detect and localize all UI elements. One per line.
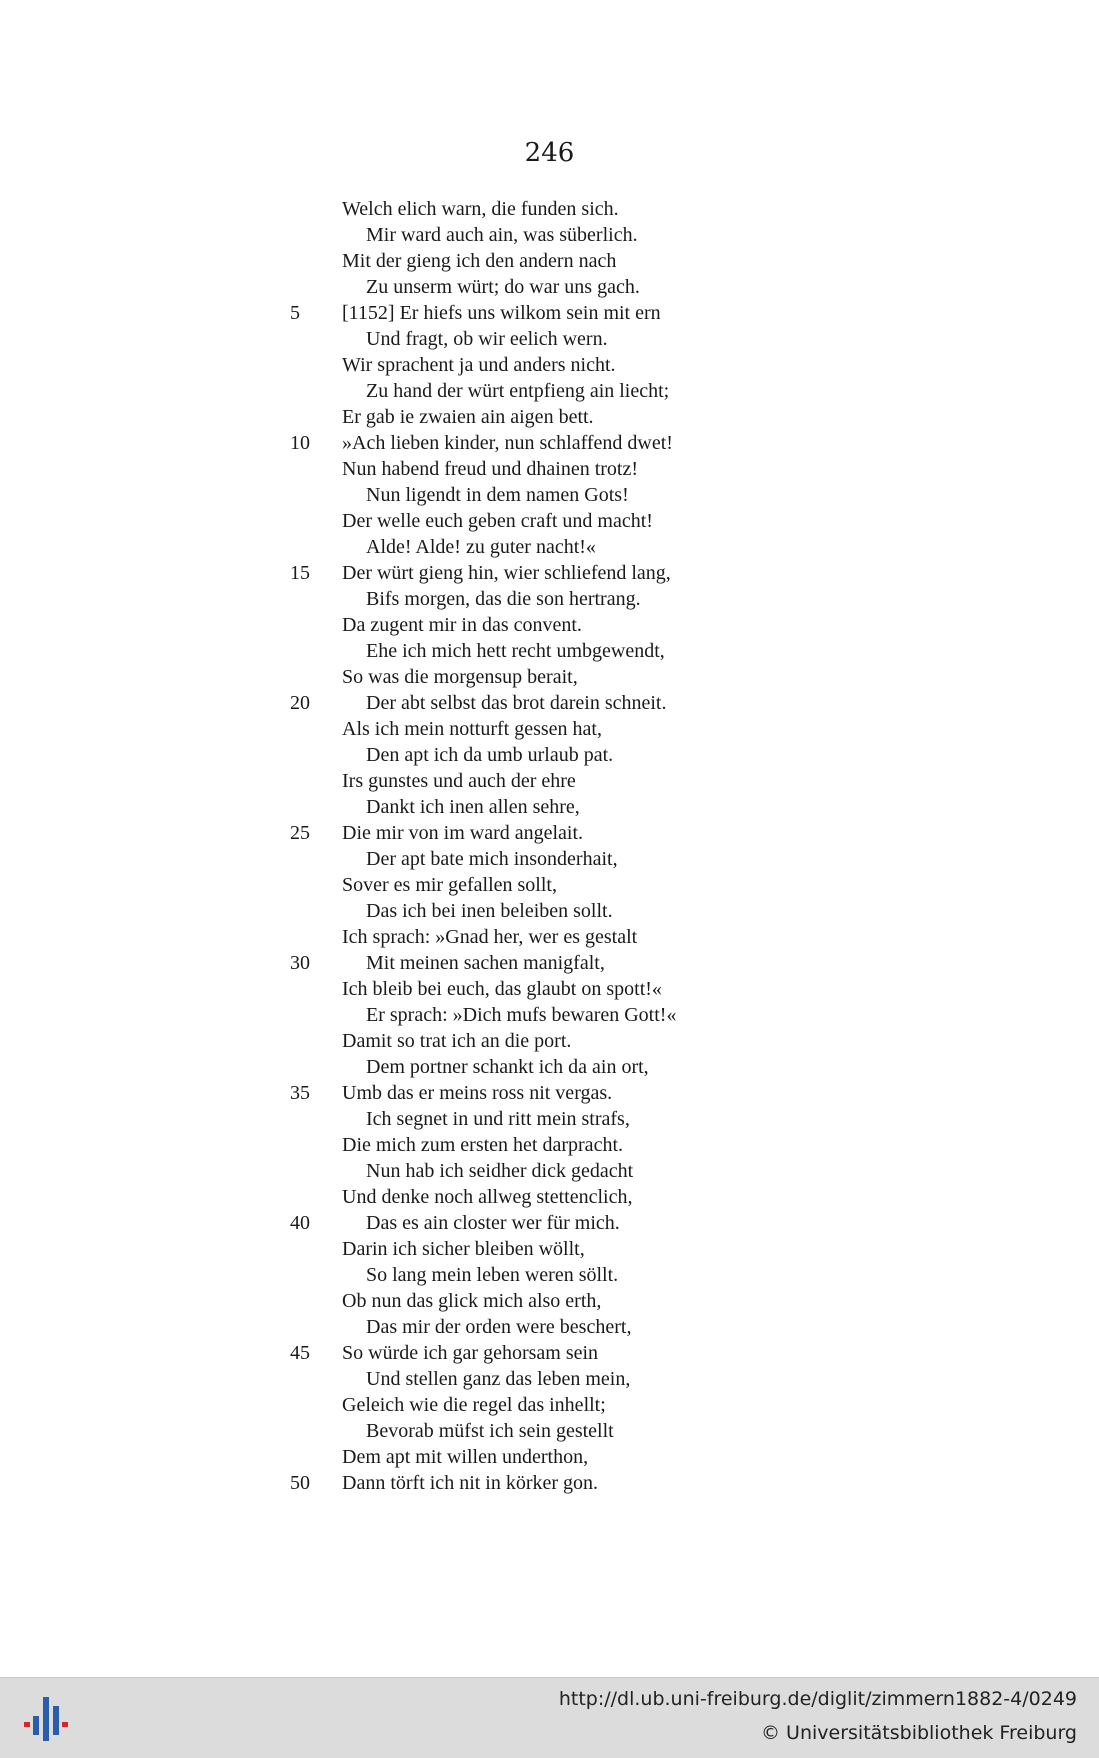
line-number: 10	[290, 432, 310, 454]
verse-text: Zu unserm würt; do war uns gach.	[366, 276, 640, 298]
verse-line	[300, 1314, 860, 1340]
verse-text: Und fragt, ob wir eelich wern.	[366, 328, 608, 350]
poem-text	[290, 196, 860, 1496]
verse-line	[300, 1288, 860, 1314]
verse-text: So würde ich gar gehorsam sein	[342, 1342, 599, 1364]
verse-text: Das es ain closter wer für mich.	[366, 1212, 620, 1234]
verse-line	[300, 1054, 860, 1080]
verse-line	[300, 404, 860, 430]
verse-line	[300, 248, 860, 274]
verse-line	[300, 508, 860, 534]
verse-text: Der würt gieng hin, wier schliefend lang,	[342, 562, 671, 584]
verse-text: Mit meinen sachen manigfalt,	[366, 952, 605, 974]
verse-text: So was die morgensup berait,	[342, 666, 578, 688]
verse-text: Ich bleib bei euch, das glaubt on spott!«	[342, 978, 662, 1000]
verse-text: Mit der gieng ich den andern nach	[342, 250, 617, 272]
verse-line	[300, 612, 860, 638]
verse-text: Sover es mir gefallen sollt,	[342, 874, 557, 896]
verse-line	[300, 638, 860, 664]
verse-line	[300, 1418, 860, 1444]
verse-text: Das ich bei inen beleiben sollt.	[366, 900, 613, 922]
verse-line	[300, 1392, 860, 1418]
verse-line	[290, 300, 860, 326]
verse-line	[300, 1262, 860, 1288]
verse-line	[300, 1184, 860, 1210]
verse-line	[300, 482, 860, 508]
verse-line	[290, 950, 860, 976]
verse-line	[290, 430, 860, 456]
verse-text: Ich segnet in und ritt mein strafs,	[366, 1108, 630, 1130]
copyright-text: © Universitätsbibliothek Freiburg	[761, 1722, 1077, 1744]
verse-text: Ich sprach: »Gnad her, wer es gestalt	[342, 926, 638, 948]
footer-bar	[0, 1677, 1099, 1758]
verse-text: Wir sprachent ja und anders nicht.	[342, 354, 616, 376]
verse-text: Nun ligendt in dem namen Gots!	[366, 484, 629, 506]
verse-line	[290, 1340, 860, 1366]
verse-line	[300, 1002, 860, 1028]
verse-text: Und stellen ganz das leben mein,	[366, 1368, 631, 1390]
verse-text: Zu hand der würt entpfieng ain liecht;	[366, 380, 670, 402]
line-number: 30	[290, 952, 310, 974]
verse-line	[300, 794, 860, 820]
verse-text: Bevorab müfst ich sein gestellt	[366, 1420, 614, 1442]
verse-line	[300, 586, 860, 612]
page-number: 246	[524, 138, 575, 168]
verse-text: Der apt bate mich insonderhait,	[366, 848, 618, 870]
verse-line	[300, 924, 860, 950]
verse-text: Alde! Alde! zu guter nacht!«	[366, 536, 596, 558]
verse-text: Der welle euch geben craft und macht!	[342, 510, 653, 532]
line-number: 40	[290, 1212, 310, 1234]
verse-line	[300, 898, 860, 924]
verse-line	[300, 534, 860, 560]
verse-text: »Ach lieben kinder, nun schlaffend dwet!	[342, 432, 673, 454]
line-number: 50	[290, 1472, 310, 1494]
verse-line	[300, 326, 860, 352]
verse-text: Die mich zum ersten het darpracht.	[342, 1134, 623, 1156]
verse-line	[300, 352, 860, 378]
verse-text: Nun habend freud und dhainen trotz!	[342, 458, 639, 480]
verse-text: Dann törft ich nit in körker gon.	[342, 1472, 599, 1494]
verse-line	[300, 1106, 860, 1132]
verse-line	[300, 274, 860, 300]
verse-line	[300, 768, 860, 794]
verse-text: Dem apt mit willen underthon,	[342, 1446, 589, 1468]
verse-text: Geleich wie die regel das inhellt;	[342, 1394, 606, 1416]
verse-line	[300, 716, 860, 742]
verse-text: Umb das er meins ross nit vergas.	[342, 1082, 613, 1104]
line-number: 15	[290, 562, 310, 584]
verse-text: Der abt selbst das brot darein schneit.	[366, 692, 667, 714]
verse-text: Als ich mein notturft gessen hat,	[342, 718, 602, 740]
verse-text: Da zugent mir in das convent.	[342, 614, 582, 636]
verse-line	[290, 820, 860, 846]
line-number: 20	[290, 692, 310, 714]
verse-text: Darin ich sicher bleiben wöllt,	[342, 1238, 585, 1260]
verse-text: Er gab ie zwaien ain aigen bett.	[342, 406, 594, 428]
verse-text: Dankt ich inen allen sehre,	[366, 796, 580, 818]
verse-text: Damit so trat ich an die port.	[342, 1030, 572, 1052]
line-number: 5	[290, 302, 300, 324]
verse-text: Das mir der orden were beschert,	[366, 1316, 632, 1338]
verse-text: Dem portner schankt ich da ain ort,	[366, 1056, 649, 1078]
verse-line	[300, 222, 860, 248]
verse-line	[300, 1366, 860, 1392]
verse-line	[300, 456, 860, 482]
verse-line	[290, 560, 860, 586]
verse-line	[300, 664, 860, 690]
verse-line	[290, 1470, 860, 1496]
verse-line	[300, 1028, 860, 1054]
verse-line	[300, 846, 860, 872]
verse-line	[290, 690, 860, 716]
ub-freiburg-logo-icon[interactable]	[22, 1694, 72, 1744]
verse-text: [1152] Er hiefs uns wilkom sein mit ern	[342, 302, 661, 324]
verse-line	[290, 1210, 860, 1236]
verse-line	[300, 196, 860, 222]
verse-text: Den apt ich da umb urlaub pat.	[366, 744, 614, 766]
verse-text: Mir ward auch ain, was süberlich.	[366, 224, 638, 246]
verse-line	[300, 1132, 860, 1158]
verse-text: Welch elich warn, die funden sich.	[342, 198, 619, 220]
line-number: 35	[290, 1082, 310, 1104]
verse-text: Irs gunstes und auch der ehre	[342, 770, 576, 792]
verse-line	[300, 1236, 860, 1262]
verse-line	[300, 976, 860, 1002]
verse-text: Und denke noch allweg stettenclich,	[342, 1186, 633, 1208]
verse-line	[300, 1158, 860, 1184]
verse-line	[290, 1080, 860, 1106]
verse-text: Ob nun das glick mich also erth,	[342, 1290, 602, 1312]
source-url-link[interactable]: http://dl.ub.uni-freiburg.de/diglit/zimmern1882-4/0249	[558, 1688, 1077, 1710]
verse-text: Die mir von im ward angelait.	[342, 822, 584, 844]
verse-text: Ehe ich mich hett recht umbgewendt,	[366, 640, 665, 662]
line-number: 25	[290, 822, 310, 844]
verse-text: Bifs morgen, das die son hertrang.	[366, 588, 641, 610]
verse-text: Nun hab ich seidher dick gedacht	[366, 1160, 634, 1182]
verse-text: Er sprach: »Dich mufs bewaren Gott!«	[366, 1004, 677, 1026]
verse-line	[300, 378, 860, 404]
verse-text: So lang mein leben weren söllt.	[366, 1264, 619, 1286]
verse-line	[300, 742, 860, 768]
verse-line	[300, 1444, 860, 1470]
line-number: 45	[290, 1342, 310, 1364]
verse-line	[300, 872, 860, 898]
